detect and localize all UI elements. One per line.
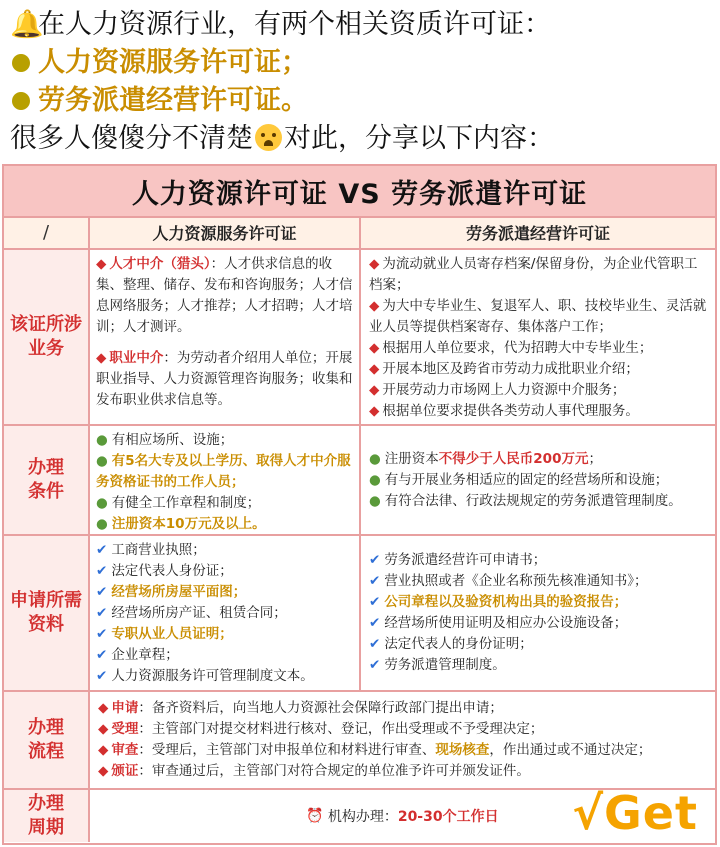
process-step: ◆ 颁证：审查通过后，主管部门对符合规定的单位准予许可并颁发证件。 (98, 763, 530, 779)
intro-line-2 (10, 44, 710, 82)
list-item: ◆ 根据用人单位要求，代为招聘大中专毕业生； (369, 340, 653, 356)
list-item: ● 有健全工作章程和制度； (96, 495, 261, 511)
process-content (90, 692, 715, 788)
list-item: ✔ 企业章程； (96, 647, 179, 663)
intro-text-4b: 对此，分享以下内容： (284, 123, 554, 154)
list-item: ● 有与开展业务相适应的固定的经营场所和设施； (369, 471, 669, 488)
green-bullet-icon: ● (96, 495, 108, 511)
table-header-row (4, 218, 715, 250)
list-item: ✔ 经营场所房产证、租赁合同； (96, 605, 287, 621)
row-label-conditions: 办理 条件 (4, 426, 90, 534)
header-col-b: 劳务派遣经营许可证 (361, 218, 715, 248)
green-bullet-icon: ● (96, 453, 108, 469)
list-item: ✔ 公司章程以及验资机构出具的验资报告； (369, 594, 628, 610)
list-item: ◆ 为流动就业人员寄存档案/保留身份，为企业代管职工档案； (369, 256, 698, 293)
intro-line-1 (10, 6, 710, 44)
blue-check-icon: ✔ (369, 573, 381, 589)
green-bullet-icon: ● (96, 432, 108, 448)
comparison-table (2, 164, 717, 845)
process-step: ◆ 受理：主管部门对提交材料进行核对、登记，作出受理或不予受理决定； (98, 721, 544, 737)
row-label-scope: 该证所涉 业务 (4, 250, 90, 424)
row-process (4, 692, 715, 790)
green-bullet-icon: ● (369, 471, 381, 488)
blue-check-icon: ✔ (96, 563, 108, 579)
intro-line-4 (10, 120, 710, 158)
alarm-clock-icon: ⏰ (306, 808, 324, 824)
list-item: ◆ 为大中专毕业生、复退军人、职、技校毕业生、灵活就业人员等提供档案寄存、集体落户工作； (369, 298, 707, 335)
row-scope (4, 250, 715, 426)
process-step: ◆ 申请：备齐资料后，向当地人力资源社会保障行政部门提出申请； (98, 700, 503, 716)
row-label-materials: 申请所需 资料 (4, 536, 90, 690)
blue-check-icon: ✔ (96, 542, 108, 558)
crying-face-icon (255, 124, 282, 151)
list-item: ● 注册资本10万元及以上。 (96, 516, 266, 532)
list-item: ✔ 经营场所房屋平面图； (96, 584, 247, 600)
olive-dot-icon (12, 92, 30, 110)
list-item: ✔ 营业执照或者《企业名称预先核准通知书》； (369, 573, 648, 589)
list-item: ● 有符合法律、行政法规规定的劳务派遣管理制度。 (369, 492, 682, 509)
blue-check-icon: ✔ (369, 636, 381, 652)
blue-check-icon: ✔ (369, 552, 381, 568)
list-item: ◆ 开展劳动力市场网上人力资源中介服务； (369, 382, 626, 398)
green-bullet-icon: ● (369, 450, 381, 467)
process-step: ◆ 审查：受理后，主管部门对申报单位和材料进行审查、现场核查，作出通过或不通过决定； (98, 742, 652, 758)
red-diamond-icon: ◆ (369, 298, 380, 314)
blue-check-icon: ✔ (369, 615, 381, 631)
list-item: ● 有相应场所、设施； (96, 432, 234, 448)
red-diamond-icon: ◆ (98, 721, 109, 737)
list-item: ✔ 劳务派遣管理制度。 (369, 657, 506, 673)
blue-check-icon: ✔ (96, 668, 108, 684)
red-diamond-icon: ◆ (98, 700, 109, 716)
period-prefix: 机构办理： (327, 809, 398, 825)
blue-check-icon: ✔ (369, 594, 381, 610)
list-item: ✔ 工商营业执照； (96, 542, 206, 558)
list-item: ◆ 根据单位要求提供各类劳动人事代理服务。 (369, 403, 639, 419)
blue-check-icon: ✔ (96, 647, 108, 663)
intro-text-2: 人力资源服务许可证； (38, 47, 308, 78)
materials-col-a (90, 536, 361, 690)
materials-col-b (361, 536, 715, 690)
blue-check-icon: ✔ (96, 605, 108, 621)
row-materials (4, 536, 715, 692)
list-item: ✔ 专职从业人员证明； (96, 626, 233, 642)
row-conditions (4, 426, 715, 536)
intro-text-1: 在人力资源行业，有两个相关资质许可证： (38, 9, 551, 40)
intro-text-3: 劳务派遣经营许可证。 (38, 85, 308, 116)
list-item: ✔ 人力资源服务许可管理制度文本。 (96, 668, 314, 684)
red-diamond-icon: ◆ (369, 256, 380, 272)
blue-check-icon: ✔ (96, 584, 108, 600)
red-diamond-icon: ◆ (369, 361, 380, 377)
blue-check-icon: ✔ (369, 657, 381, 673)
list-item: ✔ 经营场所使用证明及相应办公设施设备； (369, 615, 628, 631)
scope-a-para-2: ◆ 职业中介：为劳动者介绍用人单位；开展职业指导、人力资源管理咨询服务；收集和发布职业供求信息等。 (96, 350, 353, 408)
red-diamond-icon: ◆ (369, 382, 380, 398)
red-diamond-icon: ◆ (369, 403, 380, 419)
list-item: ● 有5名大专及以上学历、取得人才中介服务资格证书的工作人员； (96, 453, 351, 490)
green-bullet-icon: ● (96, 516, 108, 532)
row-label-period: 办理 周期 (4, 790, 90, 842)
red-diamond-icon: ◆ (98, 763, 109, 779)
red-diamond-icon: ◆ (96, 256, 107, 272)
row-label-process: 办理 流程 (4, 692, 90, 788)
bell-icon: 🔔 (10, 9, 44, 40)
red-diamond-icon: ◆ (369, 340, 380, 356)
intro-text-4a: 很多人傻傻分不清楚 (10, 123, 253, 154)
list-item: ✔ 法定代表人身份证； (96, 563, 233, 579)
intro (10, 6, 710, 158)
scope-a-para-1: ◆ 人才中介（猎头）：人才供求信息的收集、整理、储存、发布和咨询服务；人才信息网络服务；人才推荐；人才招聘；人才培训；人才测评。 (96, 256, 353, 335)
header-corner: / (4, 218, 90, 248)
green-bullet-icon: ● (369, 492, 381, 509)
vget-watermark-logo: √Get (572, 786, 698, 840)
header-col-a: 人力资源服务许可证 (90, 218, 361, 248)
red-diamond-icon: ◆ (96, 350, 107, 366)
red-diamond-icon: ◆ (98, 742, 109, 758)
conditions-col-a (90, 426, 361, 534)
list-item: ✔ 劳务派遣经营许可申请书； (369, 552, 547, 568)
scope-col-b (361, 250, 715, 424)
conditions-col-b (361, 426, 715, 534)
list-item: ◆ 开展本地区及跨省市劳动力成批职业介绍； (369, 361, 639, 377)
list-item: ● 注册资本不得少于人民币200万元； (369, 450, 602, 467)
table-title: 人力资源许可证 VS 劳务派遣许可证 (4, 166, 715, 218)
period-value: 20-30个工作日 (397, 809, 499, 825)
intro-line-3 (10, 82, 710, 120)
scope-col-a (90, 250, 361, 424)
olive-dot-icon (12, 54, 30, 72)
blue-check-icon: ✔ (96, 626, 108, 642)
list-item: ✔ 法定代表人的身份证明； (369, 636, 533, 652)
